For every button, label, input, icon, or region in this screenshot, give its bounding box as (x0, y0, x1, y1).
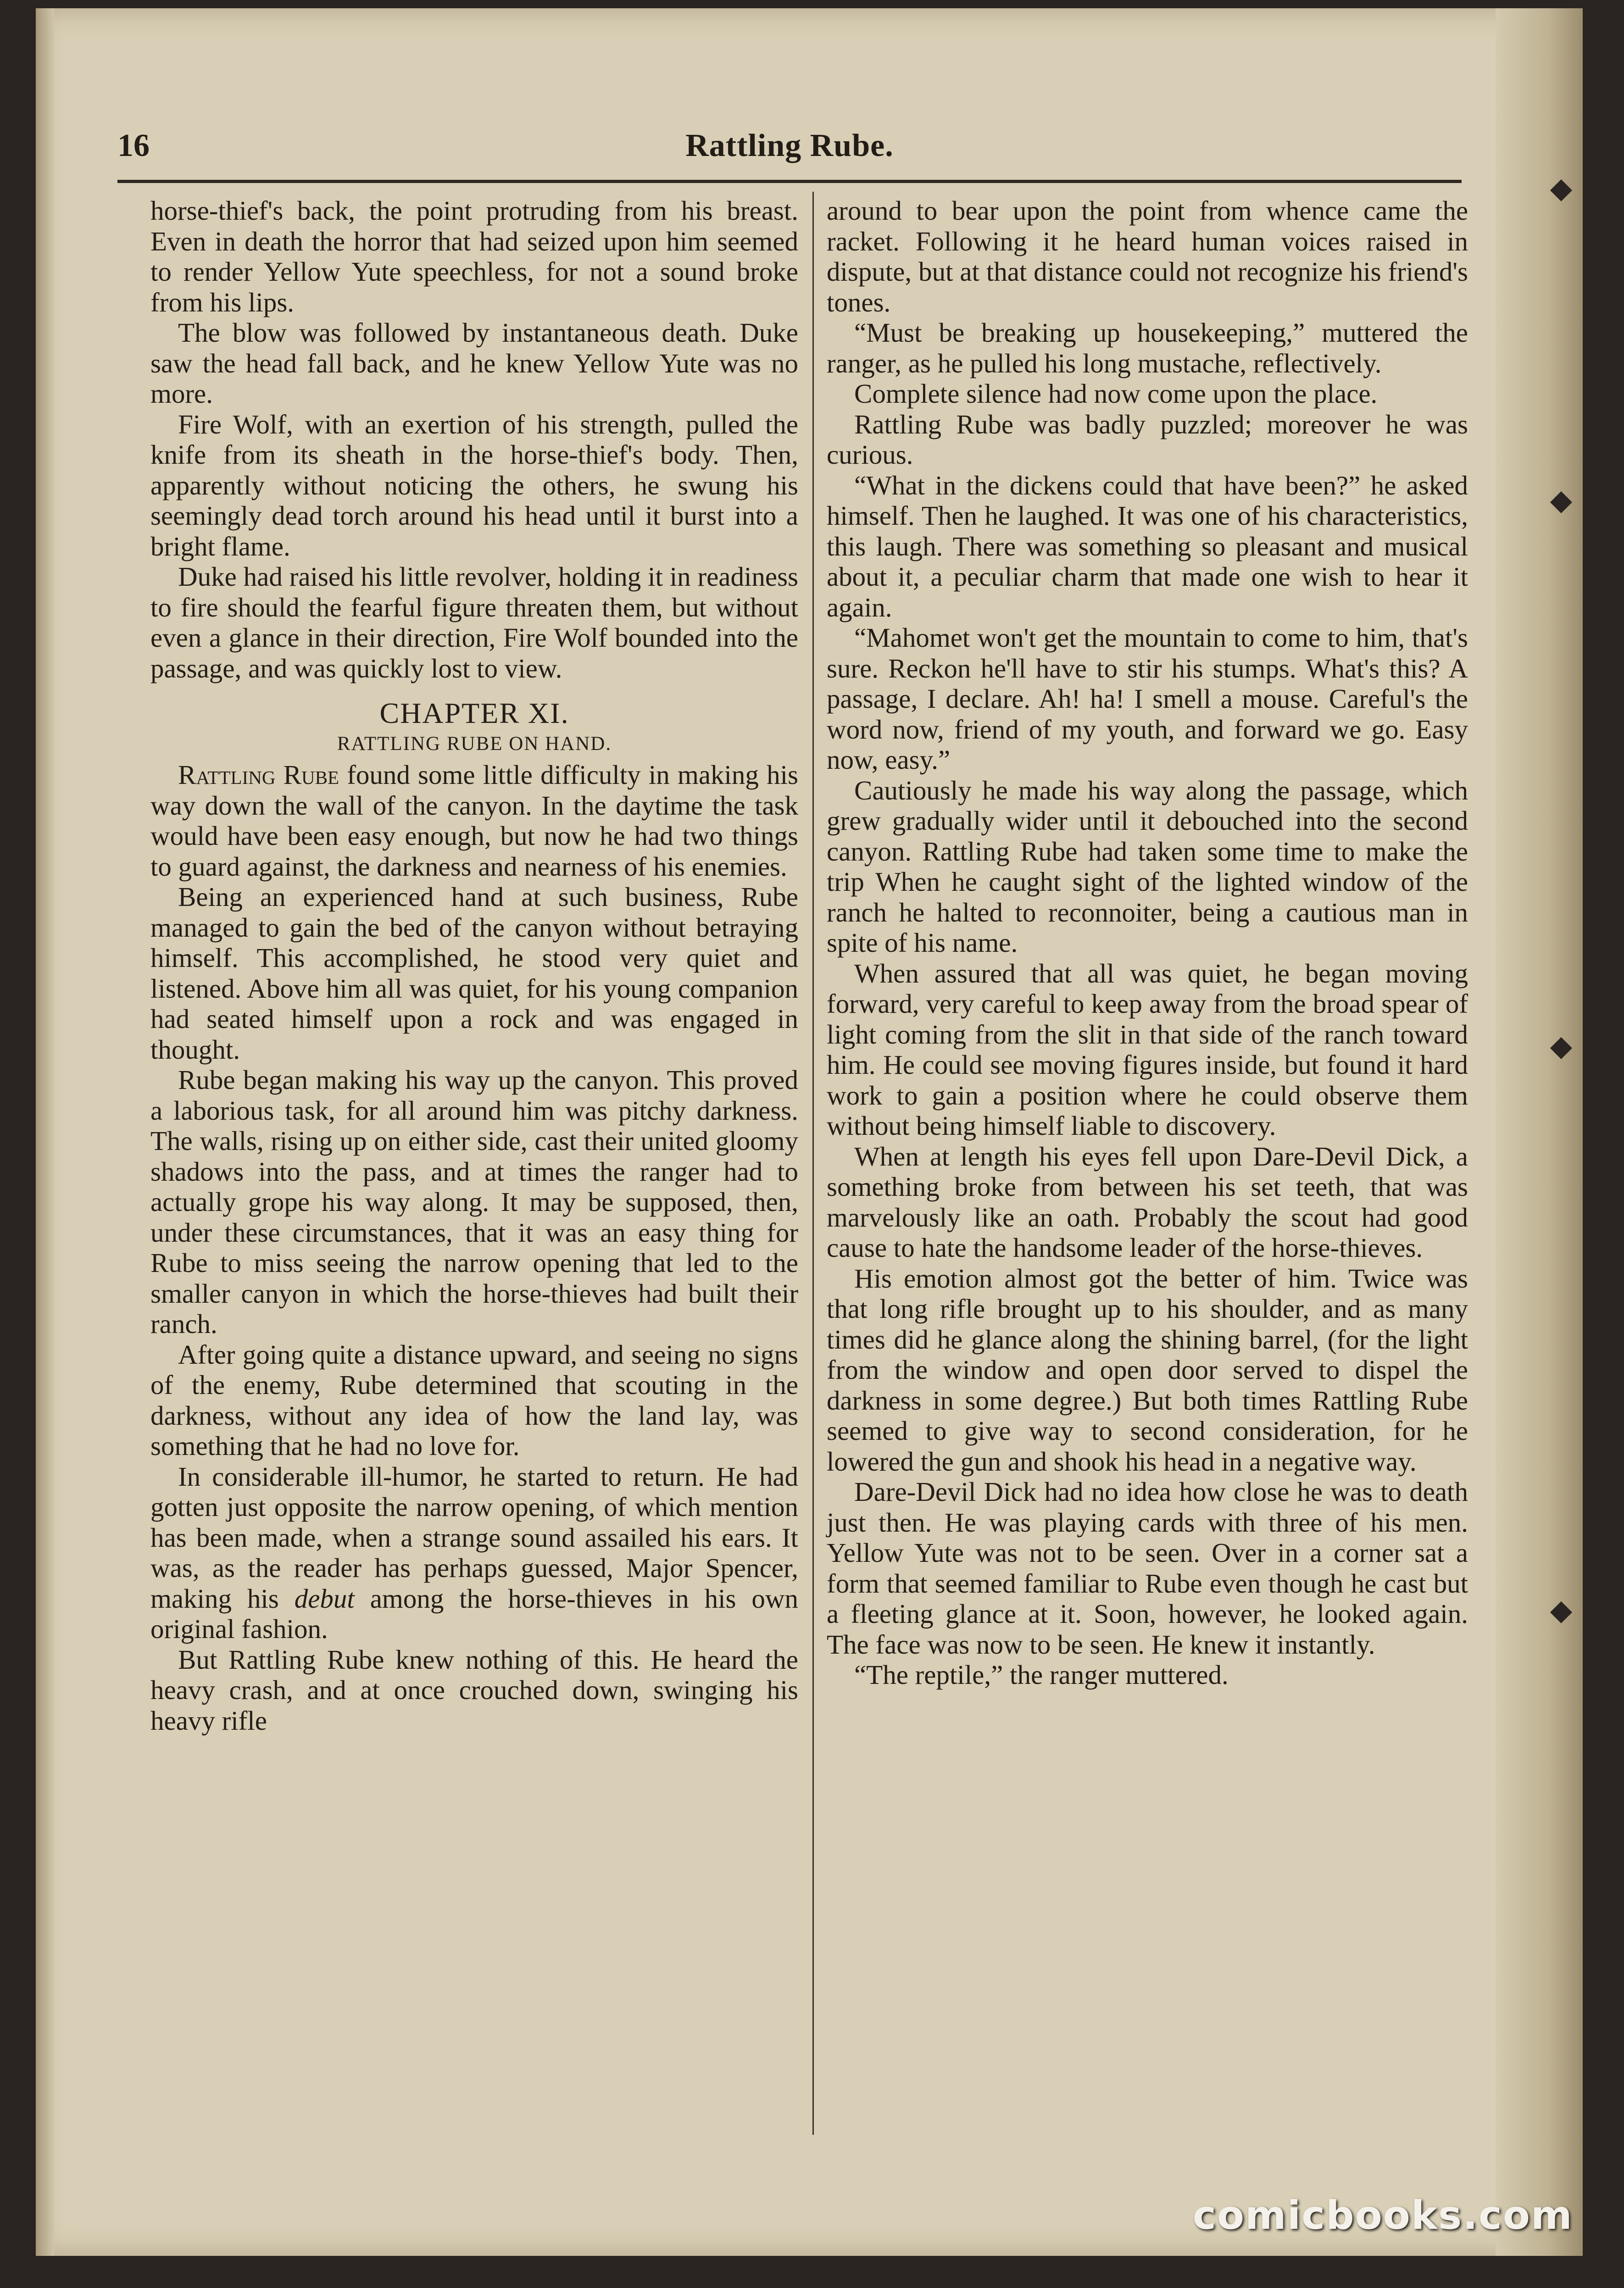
page-fore-edge (1496, 8, 1583, 2256)
paragraph: Rube began making his way up the canyon. This proved a laborious task, for all around him was pitchy darkness. The walls, rising up on either side, cast their united gloomy shadows into the pass, and at times the ranger had to actually grope his way along. It may be supposed, then, under these circumstances, that it was an easy thing for Rube to miss seeing the narrow opening that led to the smaller canyon in which the horse-thieves had built their ranch. (150, 1065, 798, 1339)
paragraph: “Must be breaking up housekeeping,” muttered the ranger, as he pulled his long mustache, reflectively. (827, 317, 1468, 378)
paragraph: “What in the dickens could that have been?” he asked himself. Then he laughed. It was one of his characteristics, this laugh. There was something so pleasant and musical about it, a peculiar charm that made one wish to hear it again. (827, 470, 1468, 622)
paragraph: But Rattling Rube knew nothing of this. He heard the heavy crash, and at once crouched down, swinging his heavy rifle (150, 1644, 798, 1736)
paragraph: Fire Wolf, with an exertion of his strength, pulled the knife from its sheath in the horse-thief's body. Then, apparently without noticing the others, he swung his seemingly dead torch around his head until it burst into a bright flame. (150, 409, 798, 561)
paragraph: Complete silence had now come upon the place. (854, 378, 1378, 409)
paragraph: Duke had raised his little revolver, holding it in readiness to fire should the fearful figure threaten them, but without even a glance in their direction, Fire Wolf bounded into the passage, and was quickly lost to view. (150, 561, 798, 683)
paragraph: Dare-Devil Dick had no idea how close he was to death just then. He was playing cards with three of his men. Yellow Yute was not to be seen. Over in a corner sat a form that seemed familiar to Rube even though he cast but a fleeting glance at it. Soon, however, he looked again. The face was now to be seen. He knew it instantly. (827, 1477, 1468, 1660)
chapter-opening-words: Rattling Rube (178, 760, 339, 790)
paragraph (150, 1461, 798, 1644)
paragraph: After going quite a distance upward, and seeing no signs of the enemy, Rube determined that scouting in the darkness, without any idea of how the land lay, was something that he had no love for. (150, 1339, 798, 1461)
column-divider (812, 192, 814, 2135)
page-binding-edge (36, 8, 54, 2256)
paragraph-text: In considerable ill-humor, he started to return. He had gotten just opposite the narrow opening, of which mention has been made, when a strange sound assailed his ears. It was, as the reader has perhaps guessed, Major Spencer, making his (150, 1461, 798, 1614)
paragraph: around to bear upon the point from whence came the racket. Following it he heard human voices raised in dispute, but at that distance could not recognize his friend's tones. (827, 195, 1468, 317)
paragraph: When assured that all was quiet, he began moving forward, very careful to keep away from the broad spear of light coming from the slit in that side of the ranch toward him. He could see moving figures inside, but found it hard work to gain a position where he could observe them without being himself liable to discovery. (827, 958, 1468, 1141)
source-watermark: comicbooks.com (1193, 2193, 1573, 2238)
chapter-title: CHAPTER XI. (379, 697, 569, 729)
italic-word: debut (294, 1583, 355, 1614)
paragraph (150, 760, 798, 882)
paragraph: Being an experienced hand at such business, Rube managed to gain the bed of the canyon without betraying himself. This accomplished, he stood very quiet and listened. Above him all was quiet, for his young companion had seated himself upon a rock and was engaged in thought. (150, 882, 798, 1065)
paragraph: “The reptile,” the ranger muttered. (854, 1660, 1229, 1690)
chapter-subtitle: RATTLING RUBE ON HAND. (337, 733, 612, 755)
paragraph-text: found some little difficulty in making his way down the wall of the canyon. In the daytime the task would have been easy enough, but now he had two things to guard against, the darkness and nearness of his enemies. (150, 760, 798, 882)
paragraph: “Mahomet won't get the mountain to come to him, that's sure. Reckon he'll have to stir his stumps. What's this? A passage, I declare. Ah! ha! I smell a mouse. Careful's the word now, friend of my youth, and forward we go. Easy now, easy.” (827, 622, 1468, 775)
page-number: 16 (117, 128, 150, 163)
paragraph: Cautiously he made his way along the passage, which grew gradually wider until it debouched into the second canyon. Rattling Rube had taken some time to make the trip When he caught sight of the lighted window of the ranch he halted to reconnoiter, being a cautious man in spite of his name. (827, 775, 1468, 958)
paragraph: His emotion almost got the better of him. Twice was that long rifle brought up to his shoulder, and as many times did he glance along the shining barrel, (for the light from the window and open door served to dispel the darkness in some degree.) But both times Rattling Rube seemed to give way to second consideration, for he lowered the gun and shook his head in a negative way. (827, 1263, 1468, 1477)
paragraph-text: among the horse-thieves in his own original fashion. (150, 1583, 798, 1644)
header-rule (117, 180, 1462, 183)
running-title: Rattling Rube. (685, 128, 894, 163)
left-column (150, 195, 798, 1736)
paragraph: When at length his eyes fell upon Dare-Devil Dick, a something broke from between his set teeth, that was marvelously like an oath. Probably the scout had good cause to hate the handsome leader of the horse-thieves. (827, 1141, 1468, 1263)
paragraph: horse-thief's back, the point protruding from his breast. Even in death the horror that had seized upon him seemed to render Yellow Yute speechless, for not a sound broke from his lips. (150, 195, 798, 317)
paragraph: Rattling Rube was badly puzzled; moreover he was curious. (827, 409, 1468, 470)
paragraph: The blow was followed by instantaneous death. Duke saw the head fall back, and he knew Yellow Yute was no more. (150, 317, 798, 409)
right-column (827, 195, 1468, 1690)
page-header (117, 118, 1462, 178)
